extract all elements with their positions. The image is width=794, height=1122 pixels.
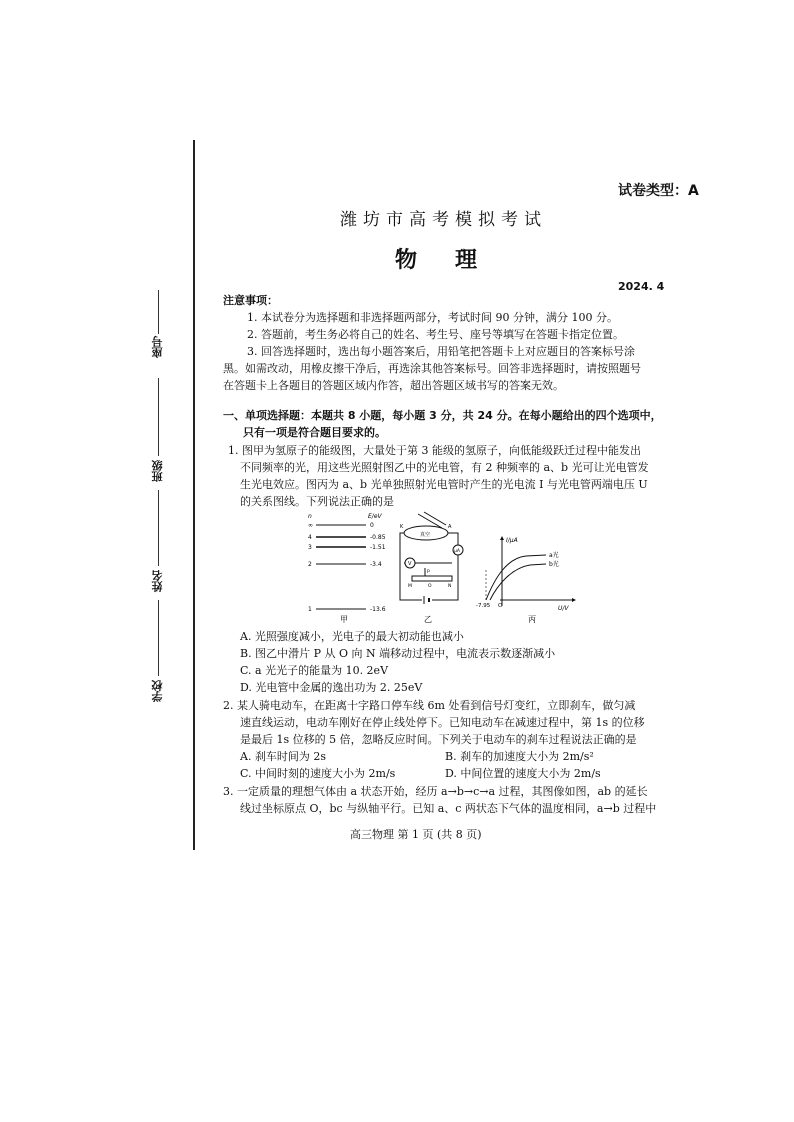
exam-title: 潍坊市高考模拟考试 <box>340 210 547 230</box>
level-n-1: 1 <box>308 606 312 613</box>
slider-p-label: P <box>427 570 430 575</box>
notice-item-2: 2. 答题前，考生务必将自己的姓名、考生号、座号等填写在答题卡指定位置。 <box>247 328 624 341</box>
school-label: 学校 <box>151 680 164 702</box>
q2-stem-line3: 是最后 1s 位移的 5 倍，忽略反应时间。下列关于电动车的刹车过程说法正确的是 <box>240 733 637 746</box>
light-ray-2 <box>424 512 446 525</box>
label-yi: 乙 <box>424 615 432 624</box>
notice-heading: 注意事项： <box>223 294 278 307</box>
level-e-inf: 0 <box>370 522 374 529</box>
iu-graph <box>476 536 576 624</box>
notice-item-3-cont2: 在答题卡上各题目的答题区域内作答，超出答题区域书写的答案无效。 <box>223 379 564 392</box>
q1-stem-line1: 1. 图甲为氢原子的能级图，大量处于第 3 能级的氢原子，向低能级跃迁过程中能发出 <box>228 444 641 457</box>
curve-b <box>490 564 546 600</box>
q3-stem-line2: 线过坐标原点 O，bc 与纵轴平行。已知 a、c 两状态下气体的温度相同，a→b 过程中 <box>240 802 657 815</box>
graph-x-label: U/V <box>558 605 569 612</box>
class-label: 班级 <box>151 460 164 482</box>
q2-option-a: A. 刹车时间为 2s <box>240 750 327 763</box>
seat-label: 座号 <box>151 336 164 358</box>
curve-a-label: a光 <box>549 552 559 559</box>
tube-k-label: K <box>400 524 404 530</box>
rheostat <box>412 576 452 581</box>
q1-option-c: C. a 光光子的能量为 10. 2eV <box>240 664 389 677</box>
level-e-4: -0.85 <box>370 534 386 541</box>
q2-option-d: D. 中间位置的速度大小为 2m/s <box>445 767 601 780</box>
q1-stem-line2: 不同频率的光，用这些光照射图乙中的光电管，有 2 种频率的 a、b 光可让光电管发 <box>240 461 649 474</box>
level-n-3: 3 <box>308 544 312 551</box>
q2-stem-line2: 速直线运动，电动车刚好在停止线处停下。已知电动车在减速过程中，第 1s 的位移 <box>240 716 645 729</box>
paper-type: 试卷类型：A <box>618 183 699 199</box>
q2-option-c: C. 中间时刻的速度大小为 2m/s <box>240 767 396 780</box>
graph-stop-voltage: -7.95 <box>476 603 491 609</box>
binding-line <box>193 140 195 850</box>
q1-figure <box>300 510 590 626</box>
level-n-2: 2 <box>308 561 312 568</box>
level-n-inf: ∞ <box>308 522 313 529</box>
graph-y-label: I/μA <box>506 537 518 544</box>
energy-n-header: n <box>308 513 312 520</box>
level-n-4: 4 <box>308 534 312 541</box>
notice-item-3-cont1: 黑。如需改动，用橡皮擦干净后，再选涂其他答案标号。回答非选择题时，请按照题号 <box>223 362 641 375</box>
label-jia: 甲 <box>340 615 348 624</box>
q1-stem-line3: 生光电效应。图丙为 a、b 光单独照射光电管时产生的光电流 I 与光电管两端电压 U <box>240 478 648 491</box>
curve-b-label: b光 <box>549 561 559 568</box>
school-field-line[interactable] <box>158 600 159 676</box>
label-bing: 丙 <box>528 615 536 624</box>
voltmeter-label: V <box>408 561 412 567</box>
q1-option-a: A. 光照强度减小，光电子的最大初动能也减小 <box>240 630 464 643</box>
slider-o-label: O <box>428 584 432 589</box>
notice-item-3: 3. 回答选择题时，选出每小题答案后，用铅笔把答题卡上对应题目的答案标号涂 <box>247 345 635 358</box>
level-e-2: -3.4 <box>370 561 382 568</box>
slider-m-label: M <box>408 584 412 589</box>
exam-date: 2024. 4 <box>618 280 665 293</box>
name-label: 姓名 <box>151 570 164 592</box>
q3-stem-line1: 3. 一定质量的理想气体由 a 状态开始，经历 a→b→c→a 过程，其图像如图，ab 的延长 <box>223 785 648 798</box>
q1-option-b: B. 图乙中滑片 P 从 O 向 N 端移动过程中，电流表示数逐渐减小 <box>240 647 556 660</box>
tube-a-label: A <box>448 524 452 530</box>
level-e-3: -1.51 <box>370 544 386 551</box>
notice-item-1: 1. 本试卷分为选择题和非选择题两部分，考试时间 90 分钟，满分 100 分。 <box>247 311 618 324</box>
slider-n-label: N <box>448 584 452 589</box>
q1-stem-line4: 的关系图线。下列说法正确的是 <box>240 495 394 508</box>
q2-stem-line1: 2. 某人骑电动车，在距离十字路口停车线 6m 处看到信号灯变红，立即刹车，做匀减 <box>223 699 636 712</box>
energy-level-diagram <box>308 513 386 624</box>
q1-option-d: D. 光电管中金属的逸出功为 2. 25eV <box>240 681 423 694</box>
photoelectric-circuit <box>400 512 463 624</box>
energy-e-header: E/eV <box>368 513 382 520</box>
level-e-1: -13.6 <box>370 606 386 613</box>
class-field-line[interactable] <box>158 378 159 456</box>
subject-title: 物 理 <box>395 248 486 273</box>
name-field-line[interactable] <box>158 490 159 566</box>
page-footer: 高三物理 第 1 页 (共 8 页) <box>350 828 482 841</box>
section1-heading-cont: 只有一项是符合题目要求的。 <box>243 426 386 439</box>
curve-a <box>486 555 546 600</box>
graph-origin: O <box>498 603 503 609</box>
q2-option-b: B. 刹车的加速度大小为 2m/s² <box>445 750 594 763</box>
microammeter-label: μA <box>454 549 460 554</box>
tube-vacuum-label: 真空 <box>420 532 431 538</box>
section1-heading: 一、单项选择题：本题共 8 小题，每小题 3 分，共 24 分。在每小题给出的四个选项中， <box>223 409 662 422</box>
seat-field-line[interactable] <box>158 290 159 334</box>
